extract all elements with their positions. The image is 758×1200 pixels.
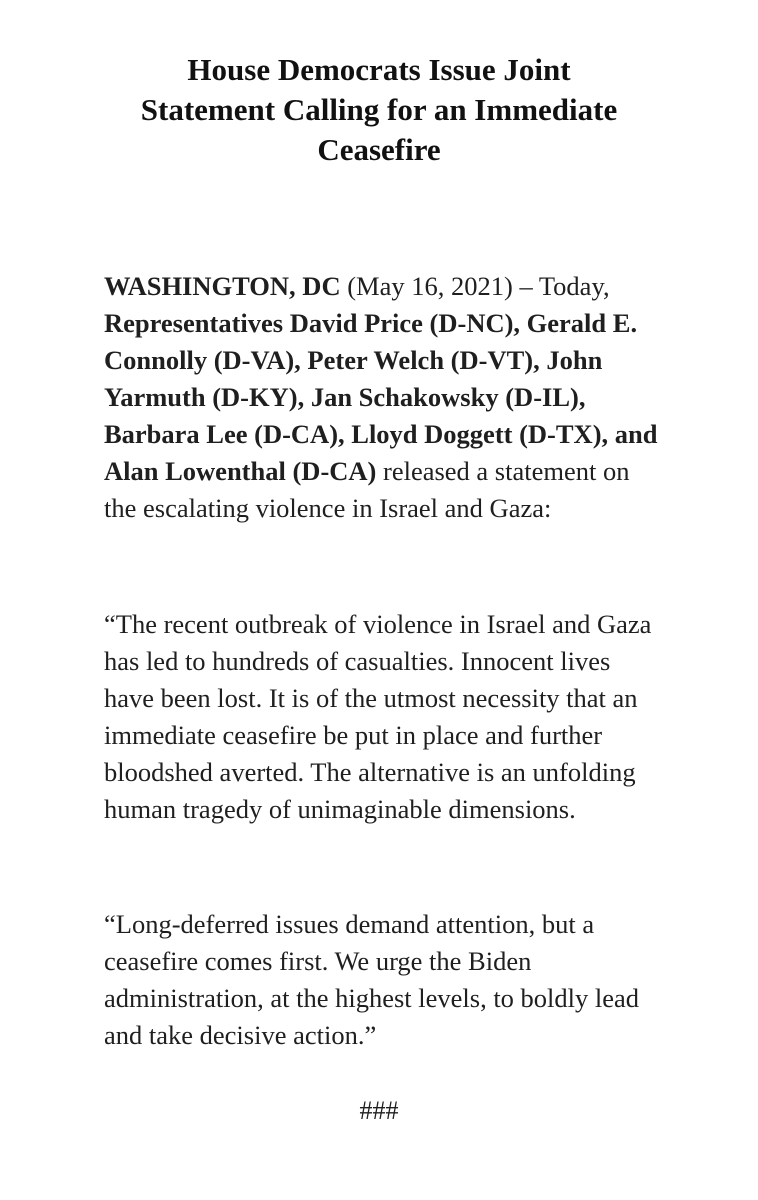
representatives-list: Representatives David Price (D-NC), Gerald E. Connolly (D-VA), Peter Welch (D-VT), John Yarmuth (D-KY), Jan Schakowsky (D-IL), Barbara Lee (D-CA), Lloyd Doggett (D-TX), and Alan Lowenthal (D-CA) — [104, 308, 658, 486]
statement-paragraph-2: “Long-deferred issues demand attention, but a ceasefire comes first. We urge the Biden administration, at the highest levels, to boldly lead and take decisive action.” — [104, 909, 640, 1050]
press-release-title — [60, 50, 698, 170]
intro-rest: released a statement on the escalating violence in Israel and Gaza: — [104, 456, 630, 523]
release-date: (May 16, 2021) – Today, — [340, 271, 610, 301]
intro-paragraph — [104, 268, 664, 527]
title-line-2: Statement Calling for an Immediate — [140, 92, 618, 127]
title-line-3: Ceasefire — [317, 132, 441, 167]
title-line-1: House Democrats Issue Joint — [187, 52, 571, 87]
statement-paragraph-1: “The recent outbreak of violence in Israel and Gaza has led to hundreds of casualties. Innocent lives have been lost. It is of the utmost necessity that an immediate ceasefire be put in place and further bloodshed averted. The alternative is an unfolding human tragedy of unimaginable dimensions. — [104, 609, 652, 824]
end-mark: ### — [359, 1096, 399, 1125]
dateline: WASHINGTON, DC — [104, 271, 341, 301]
